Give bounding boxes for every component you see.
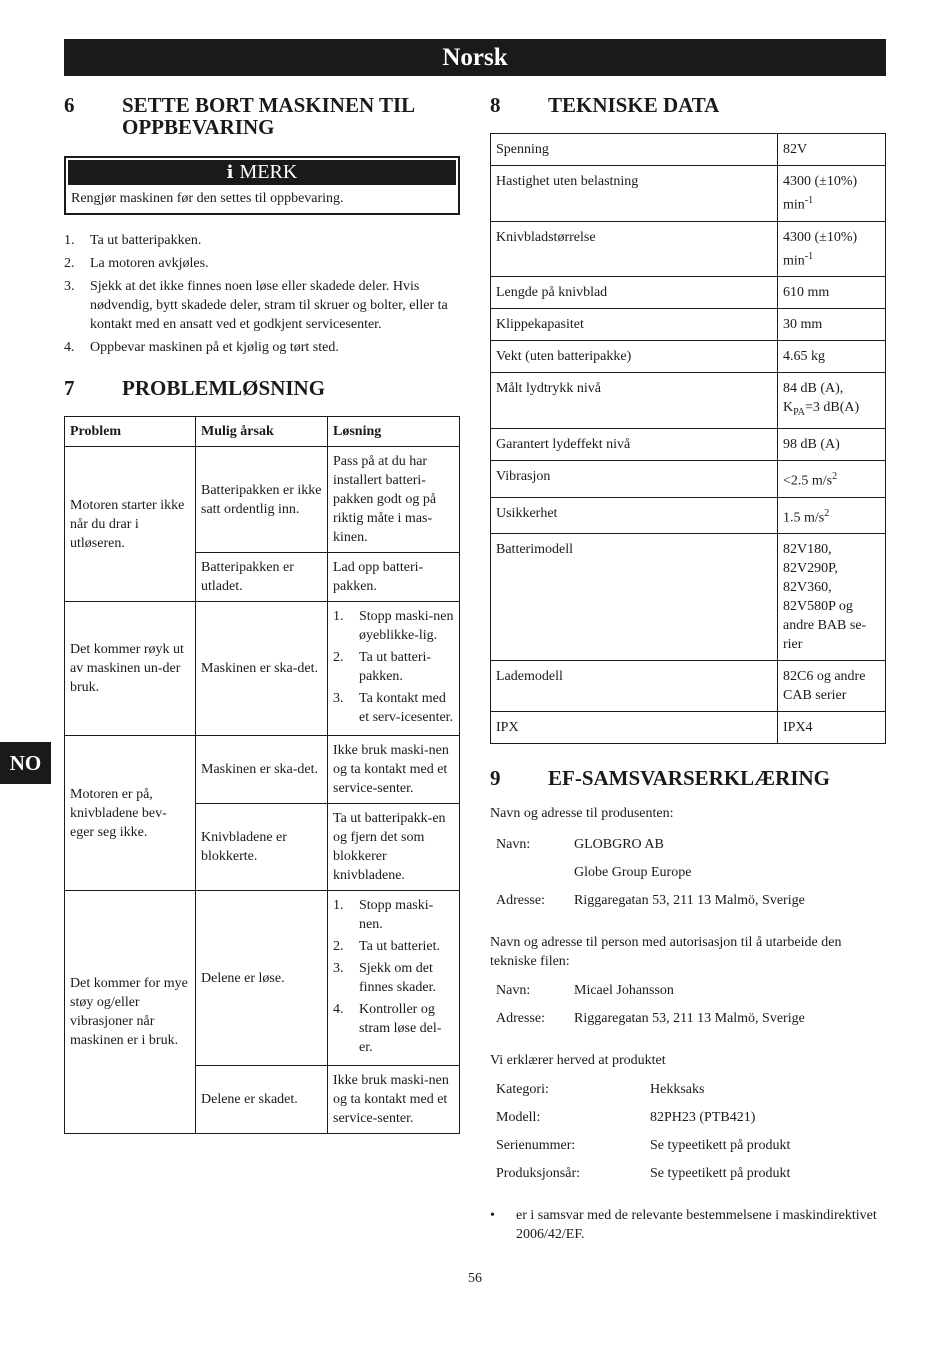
info-icon: i — [226, 162, 234, 183]
table-row — [491, 712, 886, 744]
authorized-person-intro: Navn og adresse til person med autorisasjon til å utarbeide den tekniske filen: — [490, 935, 842, 970]
section-title: TEKNISKE DATA — [548, 93, 720, 117]
solution-cell: Ikke bruk maski-nen og ta kontakt med et service-senter. — [328, 1066, 460, 1134]
step-number: 3. — [333, 961, 344, 976]
table-row — [491, 661, 886, 712]
cause-cell: Delene er skadet. — [196, 1066, 328, 1134]
spec-value-text: 4300 (±10%) min — [783, 229, 858, 269]
problem-cell: Motoren er på, knivbladene bev-eger seg ikke. — [65, 736, 196, 891]
spec-value — [778, 461, 886, 498]
step-text: Sjekk at det ikke finnes noen løse eller skadede deler. Hvis nødvendig, bytt skadede deler, stram til skruer og bolter, eller ta kontakt med en ansatt ved et godkjent servicesenter. — [90, 279, 448, 332]
problem-cell: Motoren starter ikke når du drar i utløseren. — [65, 447, 196, 602]
info-value: GLOBGRO AB — [574, 837, 664, 853]
spec-superscript: -1 — [804, 250, 814, 262]
info-row — [490, 1104, 886, 1132]
info-row — [490, 1160, 886, 1188]
solution-cell — [328, 602, 460, 736]
table-row — [65, 447, 460, 553]
spec-value-text: 82V180, 82V290P, 82V360, 82V580P og andre BAB se-rier — [783, 542, 867, 653]
manufacturer-intro: Navn og adresse til produsenten: — [490, 806, 674, 822]
spec-label: Vibrasjon — [491, 461, 778, 498]
spec-value-text: IPX4 — [783, 720, 813, 736]
step-number: 2. — [64, 256, 75, 271]
info-value: Globe Group Europe — [574, 865, 692, 881]
step-text: Sjekk om det finnes skader. — [359, 961, 436, 995]
info-key: Adresse: — [496, 1011, 545, 1027]
step-number: 4. — [64, 340, 75, 355]
storage-steps-list — [64, 231, 460, 357]
spec-value — [778, 221, 886, 277]
spec-value-text: 610 mm — [783, 285, 830, 301]
spec-value-text: 30 mm — [783, 317, 823, 333]
step-number: 3. — [64, 279, 75, 294]
list-item — [64, 338, 460, 357]
step-number: 1. — [333, 898, 344, 913]
list-item — [333, 648, 454, 686]
spec-value — [778, 497, 886, 534]
spec-value-text: 4.65 kg — [783, 349, 825, 365]
spec-value — [778, 712, 886, 744]
cause-cell: Maskinen er ska-det. — [196, 602, 328, 736]
list-item — [333, 1000, 454, 1057]
spec-label: Lademodell — [491, 661, 778, 712]
section-number: 6 — [64, 93, 75, 117]
cause-cell: Batteripakken er ikke satt ordentlig inn. — [196, 447, 328, 553]
declaration-intro: Vi erklærer herved at produktet — [490, 1053, 666, 1069]
table-row — [491, 166, 886, 222]
info-key: Produksjonsår: — [496, 1166, 580, 1182]
spec-value — [778, 661, 886, 712]
spec-value — [778, 309, 886, 341]
list-item — [333, 959, 454, 997]
section-8-heading — [490, 94, 886, 116]
table-row — [491, 134, 886, 166]
table-row — [65, 736, 460, 804]
step-text: Ta ut batteripakken. — [90, 233, 202, 248]
spec-value — [778, 166, 886, 222]
column-header: Løsning — [328, 417, 460, 447]
info-row — [490, 859, 886, 887]
list-item — [64, 277, 460, 334]
language-tab: NO — [0, 742, 51, 784]
step-text: Stopp maski-nen øyeblikke-lig. — [359, 609, 454, 643]
problem-cell: Det kommer røyk ut av maskinen un-der bruk. — [65, 602, 196, 736]
info-value: Riggaregatan 53, 211 13 Malmö, Sverige — [574, 1011, 805, 1027]
section-6-heading — [64, 94, 460, 138]
solution-steps — [333, 607, 454, 727]
solution-cell: Lad opp batteri-pakken. — [328, 553, 460, 602]
spec-superscript: 2 — [832, 471, 838, 483]
step-number: 4. — [333, 1002, 344, 1017]
table-row — [491, 221, 886, 277]
spec-label: Klippekapasitet — [491, 309, 778, 341]
table-row — [491, 497, 886, 534]
cause-cell: Batteripakken er utladet. — [196, 553, 328, 602]
spec-label: Usikkerhet — [491, 497, 778, 534]
table-row — [491, 341, 886, 373]
note-text: Rengjør maskinen før den settes til oppbevaring. — [71, 191, 344, 206]
note-box — [64, 156, 460, 215]
list-item — [333, 937, 454, 956]
step-number: 2. — [333, 939, 344, 954]
section-7-heading — [64, 377, 460, 399]
step-text: Ta kontakt med et serv-icesenter. — [359, 691, 454, 725]
spec-label: Lengde på knivblad — [491, 277, 778, 309]
info-key — [490, 859, 574, 887]
section-title: PROBLEMLØSNING — [122, 376, 326, 400]
table-row — [491, 373, 886, 429]
list-item — [333, 607, 454, 645]
table-row — [491, 534, 886, 661]
step-number: 2. — [333, 650, 344, 665]
info-key: Navn: — [496, 983, 531, 999]
spec-value — [778, 429, 886, 461]
table-row — [491, 277, 886, 309]
cause-cell: Knivbladene er blokkerte. — [196, 804, 328, 891]
step-text: Kontroller og stram løse del-er. — [359, 1002, 442, 1055]
spec-label: Batterimodell — [491, 534, 778, 661]
section-number: 7 — [64, 376, 75, 400]
bullet-mark: • — [490, 1208, 495, 1224]
troubleshooting-table — [64, 416, 460, 1134]
step-text: La motoren avkjøles. — [90, 256, 209, 271]
table-header-row — [65, 417, 460, 447]
bullet-text: er i samsvar med de relevante bestemmelsene i maskindirektivet 2006/42/EF. — [516, 1208, 877, 1243]
step-number: 1. — [333, 609, 344, 624]
step-text: Oppbevar maskinen på et kjølig og tørt sted. — [90, 340, 339, 355]
step-text: Stopp maski-nen. — [359, 898, 434, 932]
table-row — [491, 429, 886, 461]
section-number: 8 — [490, 93, 501, 117]
info-key: Modell: — [496, 1110, 541, 1126]
right-column — [490, 94, 886, 1244]
column-header: Mulig årsak — [196, 417, 328, 447]
spec-k-subscript: PA — [793, 407, 805, 419]
note-title: MERK — [239, 161, 298, 183]
table-row — [65, 602, 460, 736]
section-title: EF-SAMSVARSERKLÆRING — [548, 766, 830, 791]
info-row — [490, 1132, 886, 1160]
spec-label: Garantert lydeffekt nivå — [491, 429, 778, 461]
solution-cell: Ta ut batteripakk-en og fjern det som blokkerer knivbladene. — [328, 804, 460, 891]
left-column — [64, 94, 460, 1134]
list-item — [333, 689, 454, 727]
spec-value — [778, 534, 886, 661]
list-item — [333, 896, 454, 934]
info-row — [490, 1005, 886, 1033]
info-row — [490, 831, 886, 859]
table-row — [65, 891, 460, 1066]
spec-label: Knivbladstørrelse — [491, 221, 778, 277]
product-info — [490, 1076, 886, 1188]
spec-label: Spenning — [491, 134, 778, 166]
column-header: Problem — [65, 417, 196, 447]
section-9-heading — [490, 767, 886, 789]
info-value: Riggaregatan 53, 211 13 Malmö, Sverige — [574, 893, 805, 909]
problem-cell: Det kommer for mye støy og/eller vibrasjoner når maskinen er i bruk. — [65, 891, 196, 1134]
section-number: 9 — [490, 766, 501, 791]
solution-cell: Pass på at du har installert batteri-pakken godt og på riktig måte i mas-kinen. — [328, 447, 460, 553]
info-key: Navn: — [496, 837, 531, 853]
info-row — [490, 887, 886, 915]
cause-cell: Maskinen er ska-det. — [196, 736, 328, 804]
info-row — [490, 1076, 886, 1104]
solution-steps — [333, 896, 454, 1057]
info-value: Hekksaks — [650, 1082, 705, 1098]
step-text: Ta ut batteriet. — [359, 939, 441, 954]
spec-value — [778, 134, 886, 166]
manufacturer-info — [490, 831, 886, 915]
page-number: 56 — [468, 1271, 482, 1286]
solution-cell — [328, 891, 460, 1066]
solution-cell: Ikke bruk maski-nen og ta kontakt med et service-senter. — [328, 736, 460, 804]
spec-label: IPX — [491, 712, 778, 744]
step-number: 1. — [64, 233, 75, 248]
technical-data-table — [490, 133, 886, 744]
spec-value-text: 82C6 og andre CAB serier — [783, 669, 866, 704]
spec-value-text: <2.5 m/s — [783, 473, 833, 489]
spec-value-text: 84 dB (A), — [783, 381, 844, 397]
spec-k-prefix: K — [783, 400, 794, 416]
info-value: Micael Johansson — [574, 983, 674, 999]
cause-cell: Delene er løse. — [196, 891, 328, 1066]
info-value: Se typeetikett på produkt — [650, 1166, 791, 1182]
list-item — [64, 254, 460, 273]
note-header — [68, 160, 456, 185]
spec-label: Vekt (uten batteripakke) — [491, 341, 778, 373]
spec-label: Målt lydtrykk nivå — [491, 373, 778, 429]
table-row — [491, 309, 886, 341]
spec-k-value: =3 dB(A) — [805, 400, 860, 416]
spec-superscript: -1 — [804, 195, 814, 206]
step-text: Ta ut batteri-pakken. — [359, 650, 432, 684]
step-number: 3. — [333, 691, 344, 706]
page-header-banner: Norsk — [64, 39, 886, 76]
info-key: Serienummer: — [496, 1138, 576, 1154]
authorized-person-info — [490, 977, 886, 1033]
spec-value — [778, 277, 886, 309]
info-key: Adresse: — [496, 893, 545, 909]
conformity-bullet — [490, 1206, 886, 1244]
spec-value — [778, 341, 886, 373]
spec-value-text: 98 dB (A) — [783, 437, 840, 453]
spec-value — [778, 373, 886, 429]
info-row — [490, 977, 886, 1005]
list-item — [64, 231, 460, 250]
section-title: SETTE BORT MASKINEN TIL OPPBEVARING — [122, 93, 415, 139]
info-value: Se typeetikett på produkt — [650, 1138, 791, 1154]
spec-value-text: 82V — [783, 142, 808, 157]
spec-value-text: 4300 (±10%) min — [783, 174, 858, 213]
spec-value-text: 1.5 m/s — [783, 510, 825, 526]
table-row — [491, 461, 886, 498]
info-key: Kategori: — [496, 1082, 549, 1098]
info-value: 82PH23 (PTB421) — [650, 1110, 756, 1126]
spec-superscript: 2 — [824, 507, 830, 519]
spec-label: Hastighet uten belastning — [491, 166, 778, 222]
